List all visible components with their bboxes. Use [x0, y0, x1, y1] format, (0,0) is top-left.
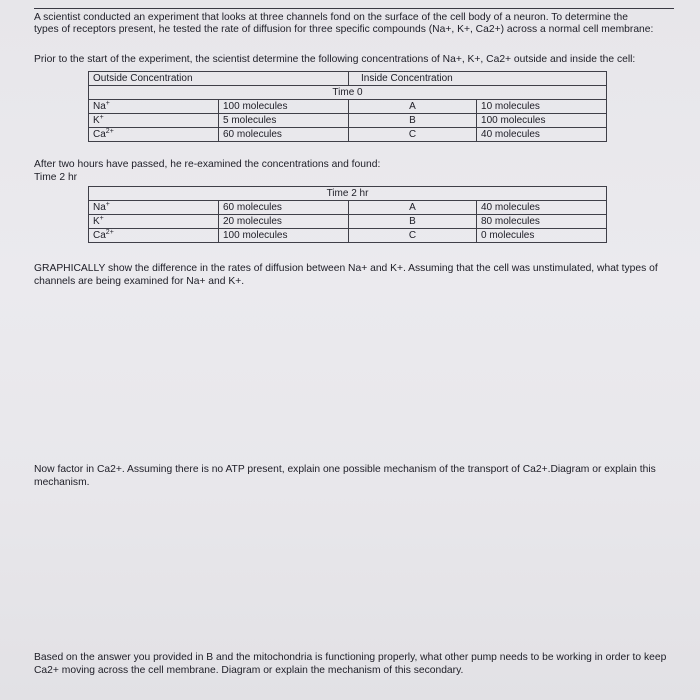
table-row — [89, 229, 607, 243]
channel-letter-cell: C — [349, 229, 477, 243]
ion-cell: $Ca^{2+}$ — [89, 128, 219, 142]
top-rule — [34, 8, 674, 9]
ion-cell: K+ — [89, 215, 219, 229]
channel-letter-cell: A — [349, 100, 477, 114]
time2hr-label: Time 2 hr — [89, 187, 607, 201]
question-graphically: GRAPHICALLY show the difference in the rates of diffusion between Na+ and K+. Assuming that the cell was unstimulated, what types of channels are being examined for Na+ and K+. — [34, 263, 658, 287]
table-row — [89, 100, 607, 114]
after-line-2: Time 2 hr — [34, 172, 78, 183]
inside-concentration-header: Inside Concentration — [349, 72, 607, 86]
inside-cell: 100 molecules — [477, 114, 607, 128]
inside-cell: 80 molecules — [477, 215, 607, 229]
time0-label: Time 0 — [89, 86, 607, 100]
channel-letter-cell: C — [349, 128, 477, 142]
channel-letter-cell: A — [349, 201, 477, 215]
ion-cell: Na+ — [89, 100, 219, 114]
outside-cell: 60 molecules — [219, 201, 349, 215]
inside-cell: 40 molecules — [477, 201, 607, 215]
intro-line-3: Prior to the start of the experiment, the scientist determine the following concentrations of Na+, K+, Ca2+ outside and inside the cell: — [34, 54, 636, 65]
outside-cell: 20 molecules — [219, 215, 349, 229]
concentration-table-time2hr — [88, 186, 607, 243]
outside-cell: 100 molecules — [219, 229, 349, 243]
outside-cell: 5 molecules — [219, 114, 349, 128]
table-row — [89, 215, 607, 229]
outside-cell: 100 molecules — [219, 100, 349, 114]
question-calcium-transport: Now factor in Ca2+. Assuming there is no ATP present, explain one possible mechanism of the transport of Ca2+.Diagram or explain this mechanism. — [34, 464, 656, 488]
channel-letter-cell: B — [349, 114, 477, 128]
table-row — [89, 114, 607, 128]
channel-letter-cell: B — [349, 215, 477, 229]
intro-line-2: types of receptors present, he tested the rate of diffusion for three specific compounds (Na+, K+, Ca2+) across a normal cell membrane: — [34, 24, 654, 35]
after-line-1: After two hours have passed, he re-examined the concentrations and found: — [34, 159, 381, 170]
ion-cell: K+ — [89, 114, 219, 128]
inside-cell: 40 molecules — [477, 128, 607, 142]
inside-cell: 10 molecules — [477, 100, 607, 114]
question-secondary-pump: Based on the answer you provided in B and the mitochondria is functioning properly, what other pump needs to be working in order to keep Ca2+ moving across the cell membrane. Diagram or explain the mechanism of this secondary. — [34, 652, 667, 676]
ion-cell: Na+ — [89, 201, 219, 215]
ion-cell: $Ca^{2+}$ — [89, 229, 219, 243]
outside-concentration-header: Outside Concentration — [89, 72, 349, 86]
intro-line-1: A scientist conducted an experiment that looks at three channels fond on the surface of the cell body of a neuron. To determine the — [34, 12, 628, 23]
inside-cell: 0 molecules — [477, 229, 607, 243]
outside-cell: 60 molecules — [219, 128, 349, 142]
concentration-table-time0 — [88, 71, 607, 142]
table-row — [89, 201, 607, 215]
table-row — [89, 128, 607, 142]
